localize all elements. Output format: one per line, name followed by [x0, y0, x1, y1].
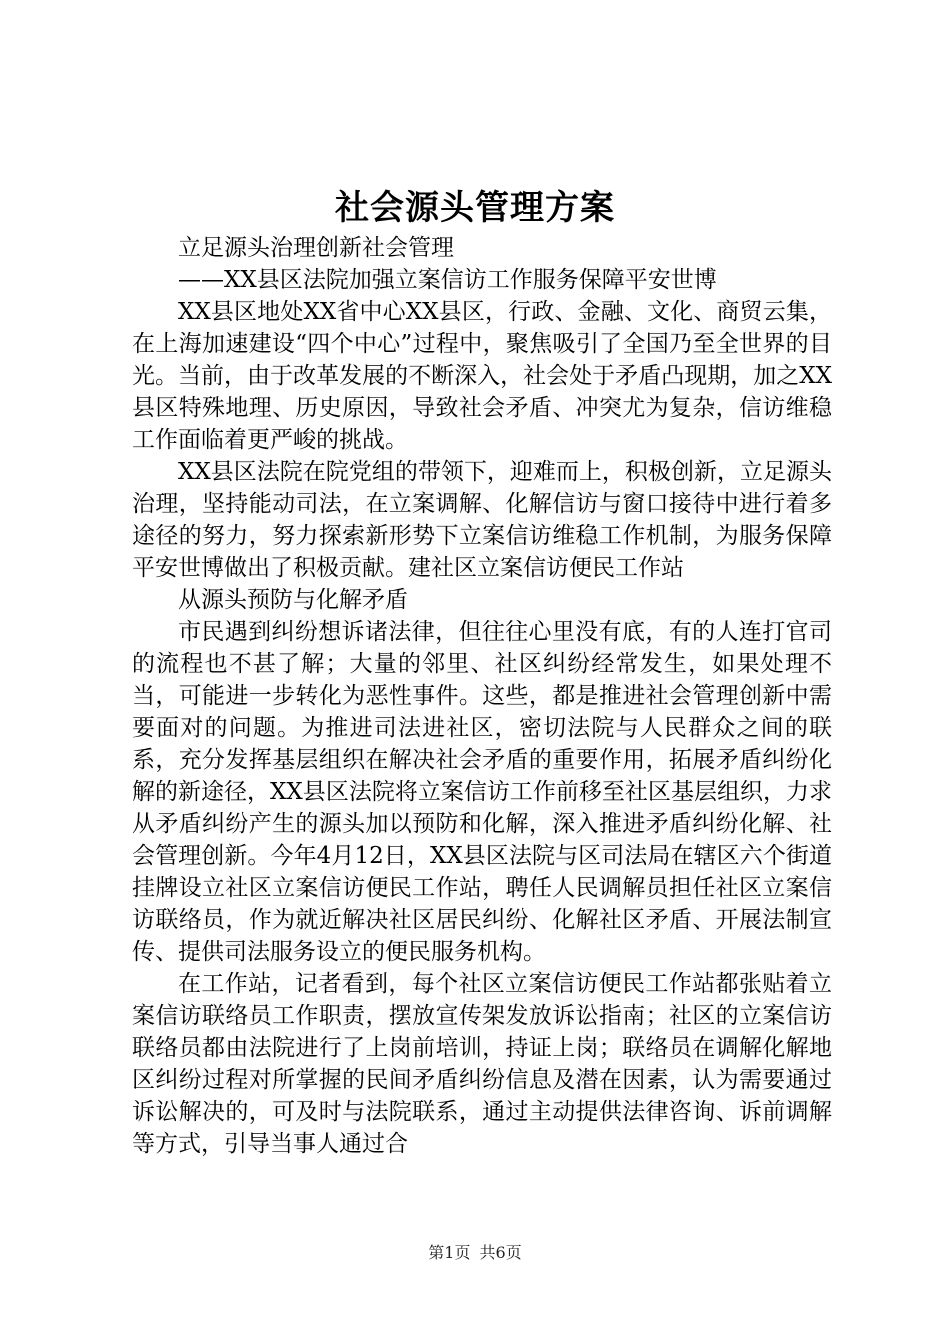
document-body	[132, 232, 832, 1160]
page-count: 共6页	[479, 1243, 522, 1262]
page-number: 第1页	[428, 1243, 471, 1262]
body-paragraph: XX县区法院在院党组的带领下，迎难而上，积极创新，立足源头治理，坚持能动司法，在立案调解、化解信访与窗口接待中进行着多途径的努力，努力探索新形势下立案信访维稳工作机制，为服务保障平安世博做出了积极贡献。建社区立案信访便民工作站	[132, 459, 832, 581]
subtitle-dash-line: ——XX县区法院加强立案信访工作服务保障平安世博	[178, 267, 717, 293]
body-paragraph: 市民遇到纠纷想诉诸法律，但往往心里没有底，有的人连打官司的流程也不甚了解；大量的邻里、社区纠纷经常发生，如果处理不当，可能进一步转化为恶性事件。这些，都是推进社会管理创新中需要面对的问题。为推进司法进社区，密切法院与人民群众之间的联系，充分发挥基层组织在解决社会矛盾的重要作用，拓展矛盾纠纷化解的新途径，XX县区法院将立案信访工作前移至社区基层组织，力求从矛盾纠纷产生的源头加以预防和化解，深入推进矛盾纠纷化解、社会管理创新。今年4月12日，XX县区法院与区司法局在辖区六个街道挂牌设立社区立案信访便民工作站，聘任人民调解员担任社区立案信访联络员，作为就近解决社区居民纠纷、化解社区矛盾、开展法制宣传、提供司法服务设立的便民服务机构。	[132, 619, 832, 965]
section-heading: 从源头预防与化解矛盾	[178, 587, 408, 613]
body-paragraph: 在工作站，记者看到，每个社区立案信访便民工作站都张贴着立案信访联络员工作职责，摆放宣传架发放诉讼指南；社区的立案信访联络员都由法院进行了上岗前培训，持证上岗；联络员在调解化解地区纠纷过程对所掌握的民间矛盾纠纷信息及潜在因素，认为需要通过诉讼解决的，可及时与法院联系，通过主动提供法律咨询、诉前调解等方式，引导当事人通过合	[132, 971, 832, 1157]
body-paragraph: XX县区地处XX省中心XX县区，行政、金融、文化、商贸云集，在上海加速建设“四个中心”过程中，聚焦吸引了全国乃至全世界的目光。当前，由于改革发展的不断深入，社会处于矛盾凸现期，加之XX县区特殊地理、历史原因，导致社会矛盾、冲突尤为复杂，信访维稳工作面临着更严峻的挑战。	[132, 299, 832, 453]
document-title: 社会源头管理方案	[335, 188, 615, 228]
page-footer	[0, 1243, 950, 1263]
subtitle-line: 立足源头治理创新社会管理	[178, 235, 454, 261]
